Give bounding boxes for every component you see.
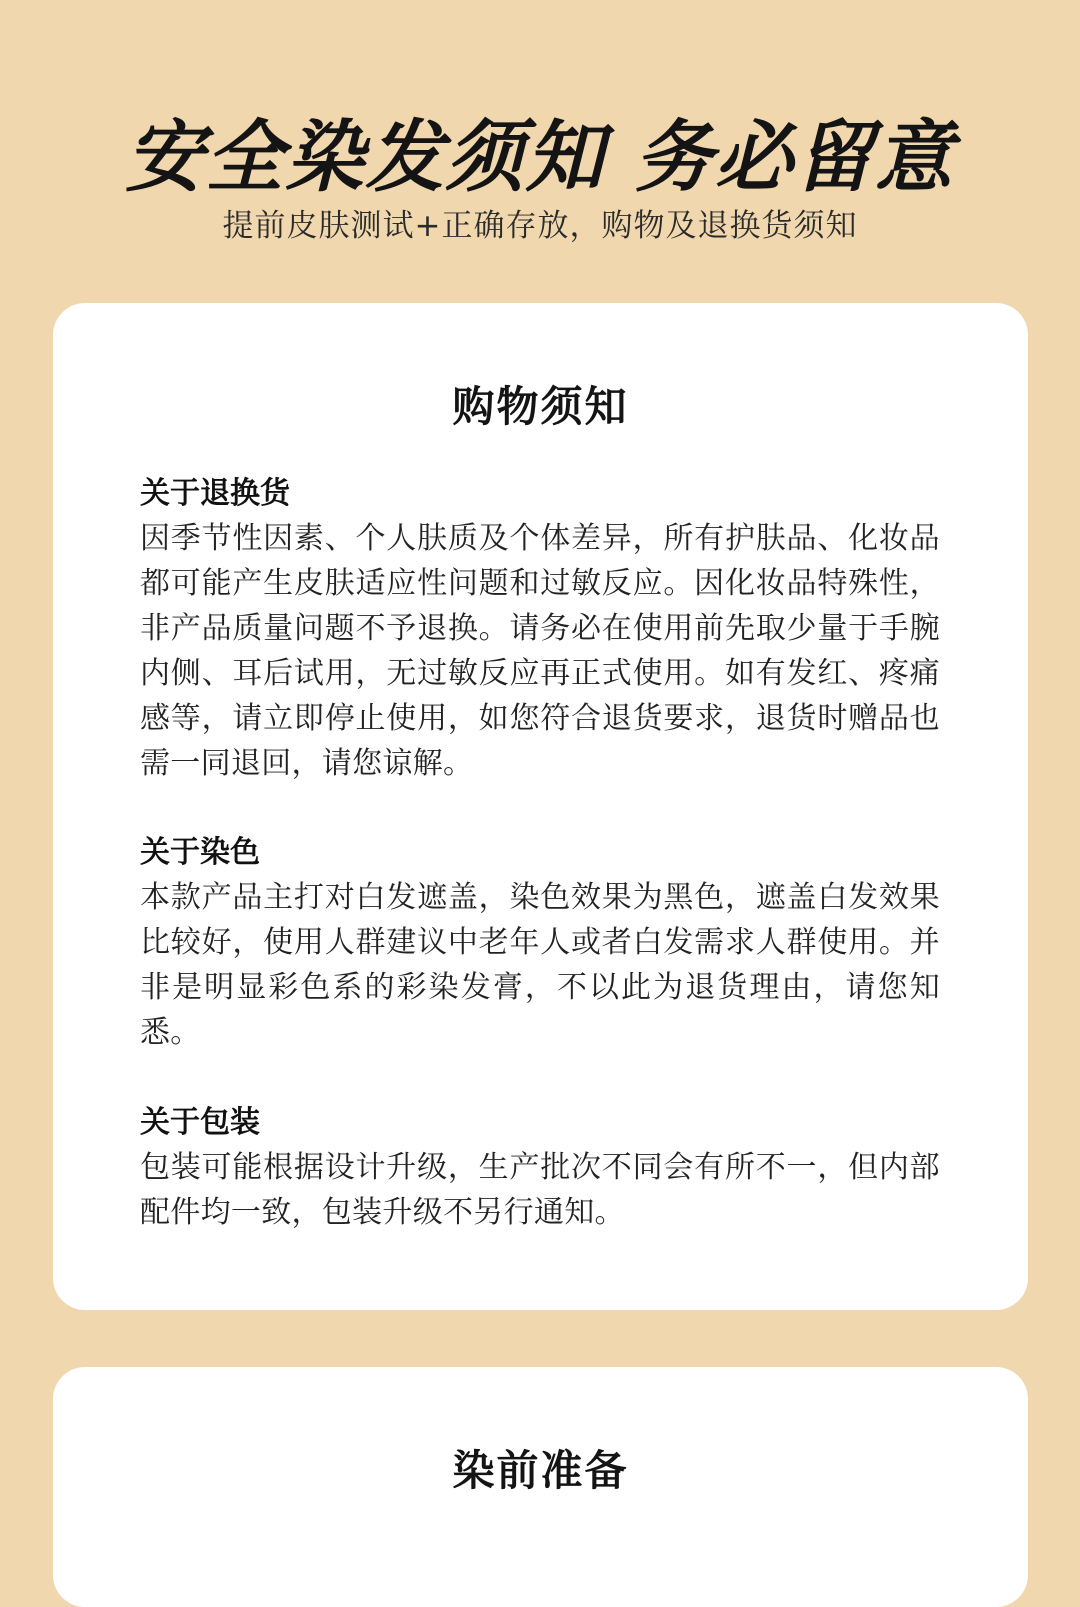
section-packaging	[140, 1100, 940, 1235]
card-title: 购物须知	[452, 382, 629, 431]
section-heading: 关于退换货	[140, 476, 290, 511]
card-title: 染前准备	[452, 1446, 629, 1495]
page-title: 安全染发须知 务必留意	[125, 113, 955, 203]
section-body: 包装可能根据设计升级，生产批次不同会有所不一，但内部配件均一致，包装升级不另行通知。	[140, 1150, 940, 1230]
hero-header	[0, 0, 1080, 300]
section-returns	[140, 471, 940, 786]
section-heading: 关于包装	[140, 1105, 260, 1140]
pre-dye-card	[53, 1367, 1028, 1607]
section-heading: 关于染色	[140, 835, 260, 870]
page-subtitle: 提前皮肤测试+正确存放，购物及退换货须知	[222, 208, 858, 244]
section-dye-color	[140, 830, 940, 1055]
shopping-notice-card	[53, 303, 1028, 1310]
section-body: 因季节性因素、个人肤质及个体差异，所有护肤品、化妆品都可能产生皮肤适应性问题和过敏反应。因化妆品特殊性，非产品质量问题不予退换。请务必在使用前先取少量于手腕内侧、耳后试用，无过敏反应再正式使用。如有发红、疼痛感等，请立即停止使用，如您符合退货要求，退货时赠品也需一同退回，请您谅解。	[140, 521, 940, 781]
section-body: 本款产品主打对白发遮盖，染色效果为黑色，遮盖白发效果比较好，使用人群建议中老年人或者白发需求人群使用。并非是明显彩色系的彩染发膏，不以此为退货理由，请您知悉。	[140, 880, 940, 1050]
